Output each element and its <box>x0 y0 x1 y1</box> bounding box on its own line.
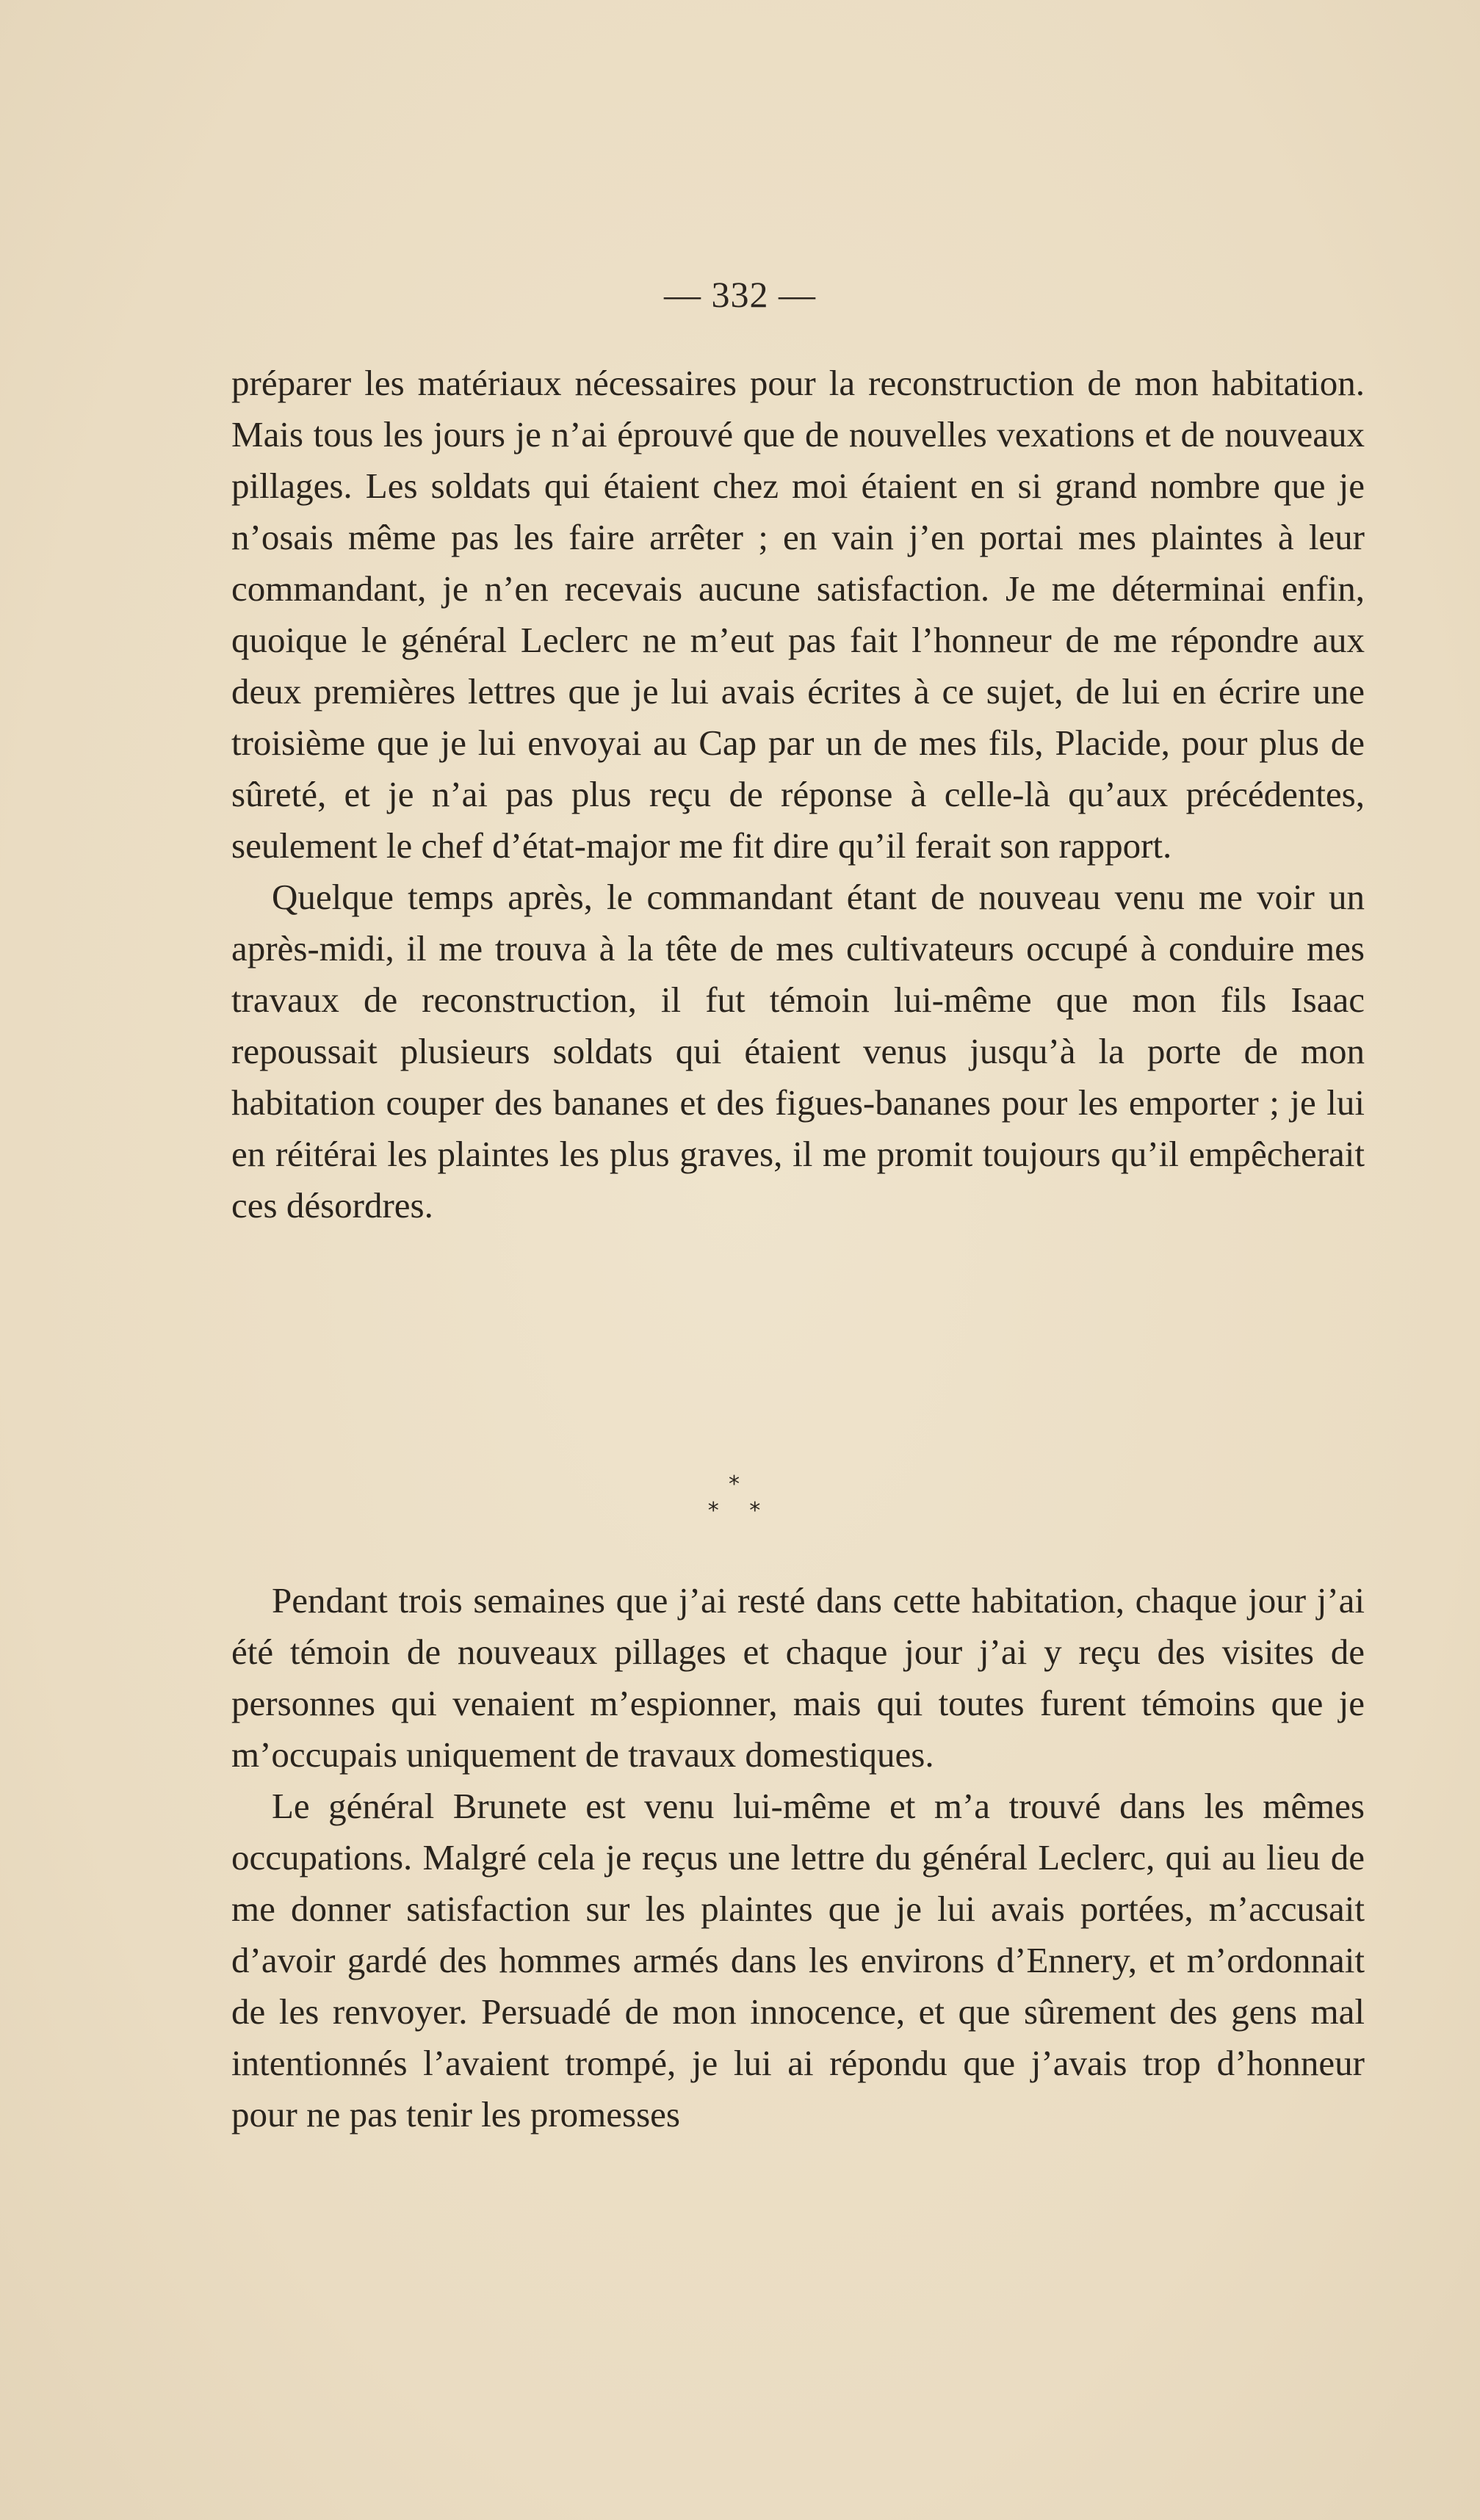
asterism-bottom-stars: * * <box>707 1498 773 1524</box>
text-block-lower <box>231 1575 1365 2140</box>
page-number: — 332 — <box>664 274 816 315</box>
asterism-top-star: * <box>729 1471 751 1497</box>
paragraph-quelque-temps: Quelque temps après, le commandant étant de nouveau venu me voir un après-midi, il me trouva à la tête de mes cultivateurs occupé à conduire mes travaux de reconstruction, il fut témoin lui-même que mon fils Isaac repoussait plusieurs soldats qui étaient venus jusqu’à la porte de mon habitation couper des bananes et des figues-bananes pour les emporter ; je lui en réitérai les plaintes les plus graves, il me promit toujours qu’il empêcherait ces désordres. <box>231 877 1365 1225</box>
paragraph-general-brunete: Le général Brunete est venu lui-même et m’a trouvé dans les mêmes occupations. Malgré cela je reçus une lettre du général Leclerc, qui au lieu de me donner satisfaction sur les plaintes que je lui avais portées, m’accusait d’avoir gardé des hommes armés dans les environs d’Ennery, et m’ordonnait de les renvoyer. Persuadé de mon innocence, et que sûrement des gens mal intentionnés l’avaient trompé, je lui ai répondu que j’avais trop d’honneur pour ne pas tenir les promesses <box>231 1786 1365 2135</box>
paragraph-continuation: préparer les matériaux nécessaires pour la reconstruction de mon habitation. Mais tous les jours je n’ai éprouvé que de nouvelles vexations et de nouveaux pillages. Les soldats qui étaient chez moi étaient en si grand nombre que je n’osais même pas les faire arrêter ; en vain j’en portai mes plaintes à leur commandant, je n’en recevais aucune satisfaction. Je me déterminai enfin, quoique le général Leclerc ne m’eut pas fait l’honneur de me répondre aux deux premières lettres que je lui avais écrites à ce sujet, de lui en écrire une troisième que je lui envoyai au Cap par un de mes fils, Placide, pour plus de sûreté, et je n’ai pas plus reçu de réponse à celle-là qu’aux précédentes, seulement le chef d’état-major me fit dire qu’il ferait son rapport. <box>231 363 1365 866</box>
text-block-upper <box>231 358 1365 1231</box>
section-separator-asterism <box>0 1471 1480 1538</box>
paragraph-pendant-trois-semaines: Pendant trois semaines que j’ai resté dans cette habitation, chaque jour j’ai été témoin de nouveaux pillages et chaque jour j’ai y reçu des visites de personnes qui venaient m’espionner, mais qui toutes furent témoins que je m’occupais uniquement de travaux domestiques. <box>231 1580 1365 1775</box>
